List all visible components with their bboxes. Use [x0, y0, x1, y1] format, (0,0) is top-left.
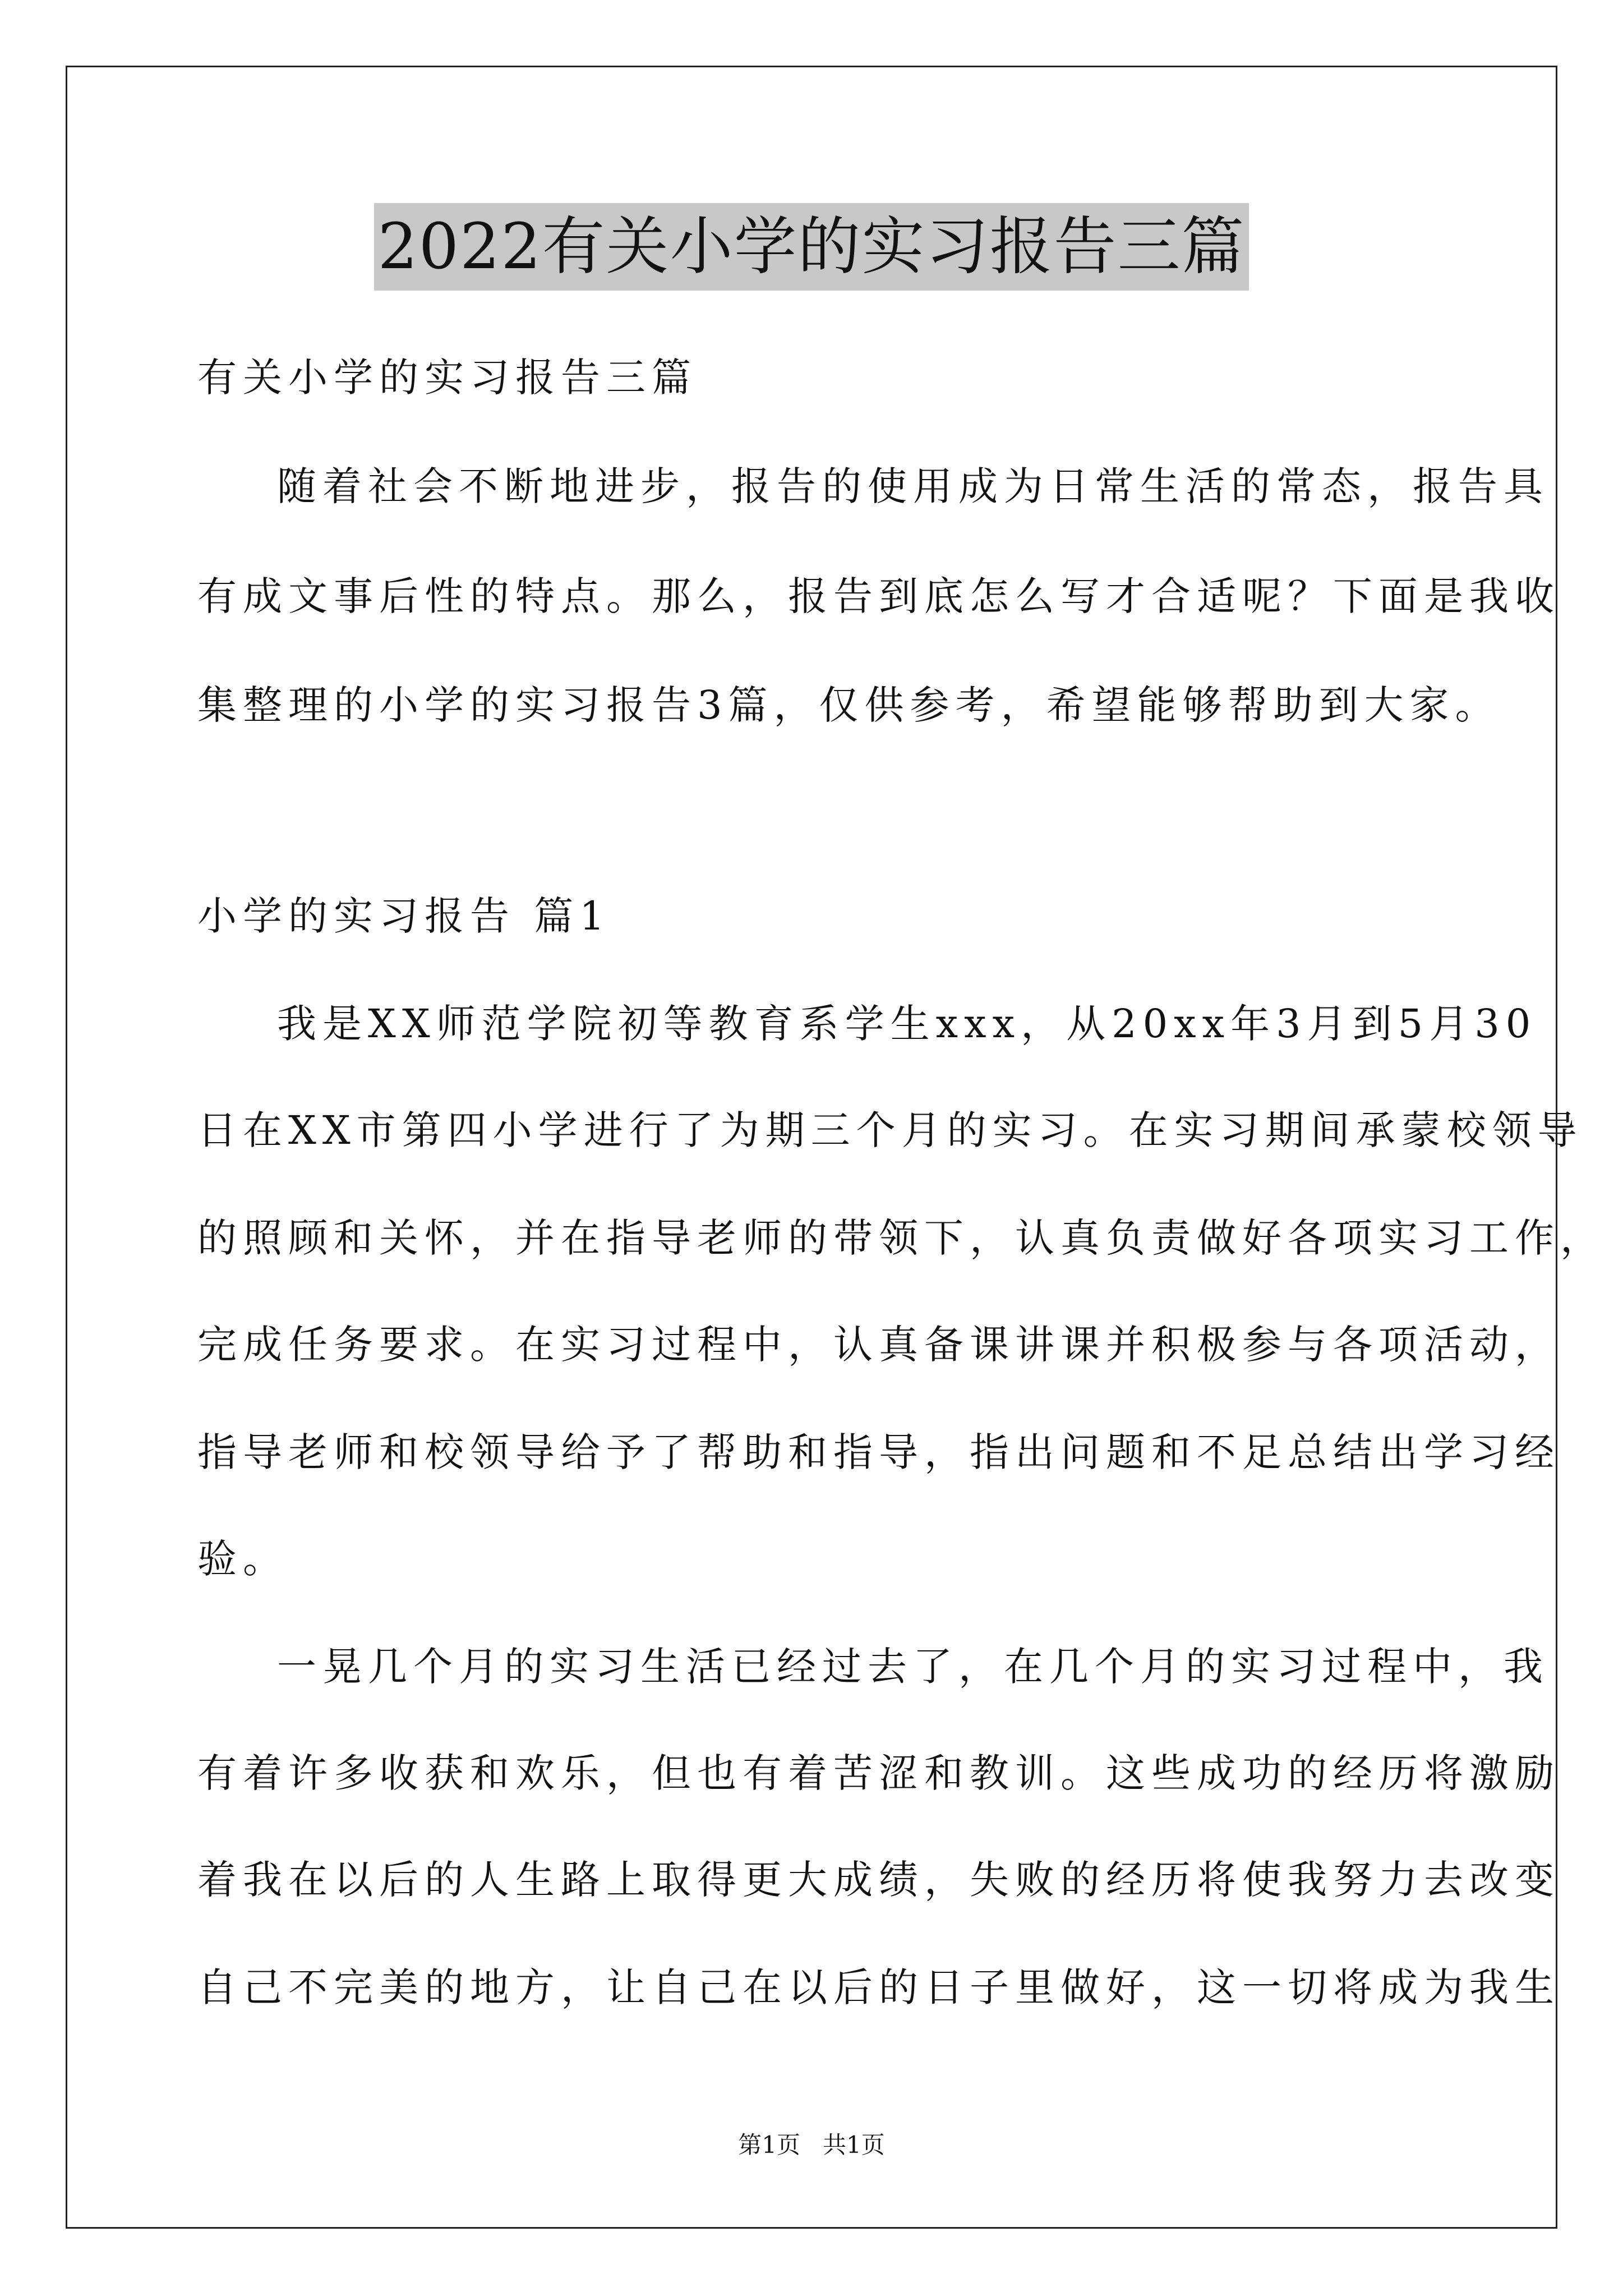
paragraph-line: 完成任务要求。在实习过程中，认真备课讲课并积极参与各项活动， [197, 1322, 1560, 1368]
paragraph-line: 验。 [197, 1536, 288, 1582]
document-title: 2022有关小学的实习报告三篇 [374, 203, 1248, 291]
paragraph-line: 指导老师和校领导给予了帮助和指导，指出问题和不足总结出学习经 [197, 1429, 1560, 1475]
subtitle-line: 有关小学的实习报告三篇 [197, 355, 697, 401]
paragraph-line: 我是XX师范学院初等教育系学生xxx，从20xx年3月到5月30 [277, 1001, 1537, 1047]
paragraph-line: 着我在以后的人生路上取得更大成绩，失败的经历将使我努力去改变 [197, 1857, 1560, 1903]
title-container [0, 203, 1623, 291]
paragraph-line: 一晃几个月的实习生活已经过去了，在几个月的实习过程中，我 [277, 1644, 1549, 1690]
paragraph-line: 自己不完美的地方，让自己在以后的日子里做好，这一切将成为我生 [197, 1964, 1560, 2010]
paragraph-line: 有着许多收获和欢乐，但也有着苦涩和教训。这些成功的经历将激励 [197, 1750, 1560, 1796]
paragraph-line: 集整理的小学的实习报告3篇，仅供参考，希望能够帮助到大家。 [197, 682, 1501, 728]
page-footer: 第1页 共1页 [738, 2131, 885, 2159]
section-heading: 小学的实习报告 篇1 [197, 893, 611, 939]
paragraph-line: 的照顾和关怀，并在指导老师的带领下，认真负责做好各项实习工作， [197, 1215, 1606, 1261]
paragraph-line: 日在XX市第四小学进行了为期三个月的实习。在实习期间承蒙校领导 [197, 1107, 1583, 1153]
paragraph-line: 随着社会不断地进步，报告的使用成为日常生活的常态，报告具 [277, 463, 1549, 509]
paragraph-line: 有成文事后性的特点。那么，报告到底怎么写才合适呢？下面是我收 [197, 573, 1560, 619]
